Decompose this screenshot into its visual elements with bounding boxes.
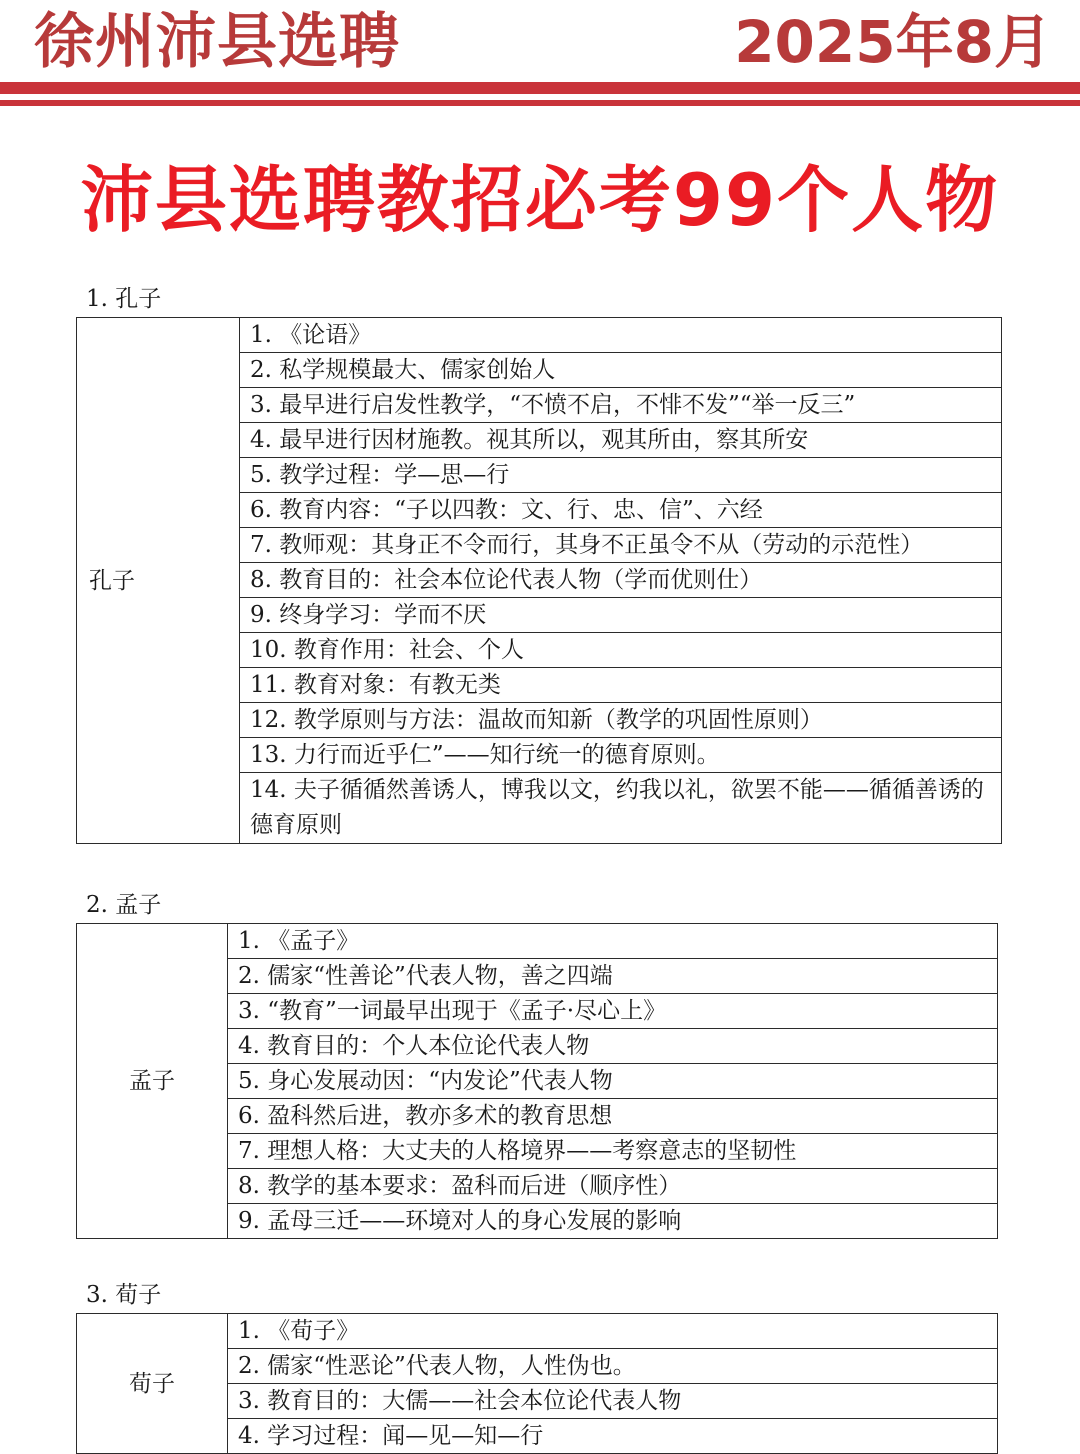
header-rule-thick <box>0 82 1080 94</box>
table-row <box>77 1314 998 1349</box>
item-cell: 5. 教学过程：学—思—行 <box>240 458 1002 493</box>
item-table <box>76 1313 998 1454</box>
person-name-cell: 孟子 <box>77 924 228 1239</box>
section-heading: 1. 孔子 <box>86 286 162 312</box>
item-cell: 11. 教育对象：有教无类 <box>240 668 1002 703</box>
item-table <box>76 923 998 1239</box>
item-cell: 14. 夫子循循然善诱人，博我以文，约我以礼，欲罢不能——循循善诱的德育原则 <box>240 773 1002 844</box>
item-cell: 3. 最早进行启发性教学，“不愤不启，不悱不发”“举一反三” <box>240 388 1002 423</box>
item-cell: 2. 儒家“性善论”代表人物，善之四端 <box>228 959 998 994</box>
page-title: 沛县选聘教招必考99个人物 <box>80 158 1000 242</box>
item-cell: 3. “教育”一词最早出现于《孟子·尽心上》 <box>228 994 998 1029</box>
header-banner <box>0 0 1080 110</box>
header-date: 2025年8月 <box>734 8 1052 76</box>
item-cell: 9. 终身学习：学而不厌 <box>240 598 1002 633</box>
item-cell: 10. 教育作用：社会、个人 <box>240 633 1002 668</box>
person-name-cell: 孔子 <box>77 318 240 844</box>
header-location: 徐州沛县选聘 <box>34 7 400 77</box>
item-cell: 7. 教师观：其身正不令而行，其身不正虽令不从（劳动的示范性） <box>240 528 1002 563</box>
item-cell: 8. 教育目的：社会本位论代表人物（学而优则仕） <box>240 563 1002 598</box>
item-cell: 4. 最早进行因材施教。视其所以，观其所由，察其所安 <box>240 423 1002 458</box>
section-heading: 3. 荀子 <box>86 1282 162 1308</box>
item-cell: 4. 教育目的：个人本位论代表人物 <box>228 1029 998 1064</box>
item-cell: 6. 盈科然后进，教亦多术的教育思想 <box>228 1099 998 1134</box>
header-rule-thin <box>0 100 1080 106</box>
table-row <box>77 318 1002 353</box>
item-cell: 3. 教育目的：大儒——社会本位论代表人物 <box>228 1384 998 1419</box>
person-name-cell: 荀子 <box>77 1314 228 1454</box>
item-cell: 4. 学习过程：闻—见—知—行 <box>228 1419 998 1454</box>
item-cell: 9. 孟母三迁——环境对人的身心发展的影响 <box>228 1204 998 1239</box>
item-cell: 7. 理想人格：大丈夫的人格境界——考察意志的坚韧性 <box>228 1134 998 1169</box>
item-cell: 1. 《荀子》 <box>228 1314 998 1349</box>
table-row <box>77 924 998 959</box>
item-cell: 1. 《孟子》 <box>228 924 998 959</box>
item-cell: 12. 教学原则与方法：温故而知新（教学的巩固性原则） <box>240 703 1002 738</box>
item-cell: 5. 身心发展动因：“内发论”代表人物 <box>228 1064 998 1099</box>
item-cell: 13. 力行而近乎仁”——知行统一的德育原则。 <box>240 738 1002 773</box>
section-heading: 2. 孟子 <box>86 892 162 918</box>
item-cell: 2. 私学规模最大、儒家创始人 <box>240 353 1002 388</box>
item-table <box>76 317 1002 844</box>
item-cell: 2. 儒家“性恶论”代表人物，人性伪也。 <box>228 1349 998 1384</box>
item-cell: 1. 《论语》 <box>240 318 1002 353</box>
item-cell: 6. 教育内容：“子以四教：文、行、忠、信”、六经 <box>240 493 1002 528</box>
item-cell: 8. 教学的基本要求：盈科而后进（顺序性） <box>228 1169 998 1204</box>
